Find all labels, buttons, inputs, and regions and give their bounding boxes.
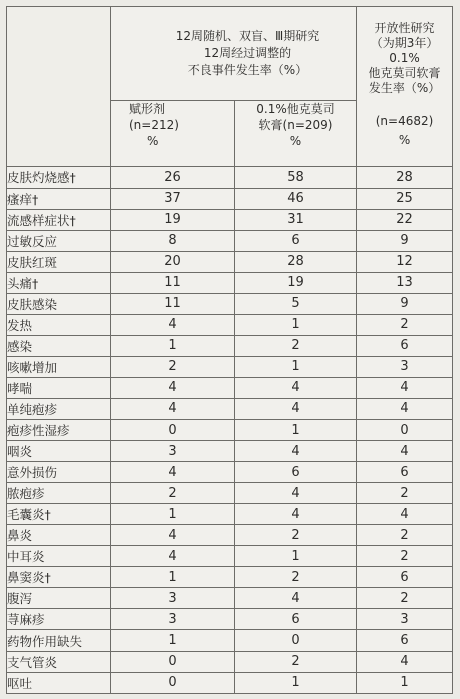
- adverse-event-name: 呕吐: [7, 672, 111, 693]
- adverse-event-name: 瘙痒†: [7, 188, 111, 209]
- vehicle-value: 4: [111, 398, 235, 419]
- table-row: [7, 462, 453, 483]
- table-row: [7, 651, 453, 672]
- tacrolimus-value: 2: [235, 651, 357, 672]
- adverse-event-name: 鼻窦炎†: [7, 567, 111, 588]
- open-study-value: 9: [357, 230, 453, 251]
- adverse-event-name: 疱疹性湿疹: [7, 420, 111, 441]
- open-study-value: 3: [357, 356, 453, 377]
- tacrolimus-value: 58: [235, 167, 357, 188]
- table-row: [7, 567, 453, 588]
- tacrolimus-value: 6: [235, 462, 357, 483]
- open-study-value: 6: [357, 567, 453, 588]
- table-row: [7, 398, 453, 419]
- vehicle-value: 11: [111, 272, 235, 293]
- adverse-event-name: 咳嗽增加: [7, 356, 111, 377]
- vehicle-value: 1: [111, 630, 235, 651]
- open-study-value: 12: [357, 251, 453, 272]
- col1-label: 赋形剂: [129, 102, 166, 117]
- table-row: [7, 230, 453, 251]
- tacrolimus-value: 4: [235, 398, 357, 419]
- vehicle-value: 4: [111, 314, 235, 335]
- tacrolimus-value: 2: [235, 335, 357, 356]
- open-study-value: 25: [357, 188, 453, 209]
- open-title-line-1: 开放性研究: [374, 21, 435, 36]
- table-row: [7, 420, 453, 441]
- vehicle-value: 19: [111, 209, 235, 230]
- tacrolimus-value: 1: [235, 314, 357, 335]
- open-study-value: 4: [357, 377, 453, 398]
- open-study-value: 22: [357, 209, 453, 230]
- vehicle-value: 2: [111, 483, 235, 504]
- adverse-event-name: 皮肤灼烧感†: [7, 167, 111, 188]
- vehicle-value: 0: [111, 672, 235, 693]
- tacrolimus-value: 1: [235, 356, 357, 377]
- tacrolimus-value: 4: [235, 588, 357, 609]
- tacrolimus-value: 5: [235, 293, 357, 314]
- open-study-value: 6: [357, 630, 453, 651]
- tacrolimus-value: 4: [235, 504, 357, 525]
- table-row: [7, 356, 453, 377]
- study-title-line-2: 12周经过调整的: [203, 46, 292, 61]
- vehicle-value: 4: [111, 462, 235, 483]
- corner-cell: [7, 7, 111, 167]
- table-row: [7, 630, 453, 651]
- table-row: [7, 188, 453, 209]
- open-study-value: 13: [357, 272, 453, 293]
- col1-pct: %: [147, 134, 159, 149]
- open-study-value: 0: [357, 420, 453, 441]
- col3-pct: %: [398, 133, 411, 148]
- open-study-value: 2: [357, 588, 453, 609]
- tacrolimus-value: 4: [235, 441, 357, 462]
- table-row: [7, 251, 453, 272]
- adverse-event-name: 意外损伤: [7, 462, 111, 483]
- vehicle-value: 4: [111, 546, 235, 567]
- tacrolimus-value: 46: [235, 188, 357, 209]
- open-study-value: 6: [357, 462, 453, 483]
- open-study-value: 6: [357, 335, 453, 356]
- tacrolimus-header: [235, 101, 357, 167]
- adverse-event-name: 中耳炎: [7, 546, 111, 567]
- open-study-value: 2: [357, 483, 453, 504]
- vehicle-value: 20: [111, 251, 235, 272]
- open-study-value: 4: [357, 651, 453, 672]
- tacrolimus-value: 31: [235, 209, 357, 230]
- tacrolimus-value: 6: [235, 230, 357, 251]
- adverse-event-name: 腹泻: [7, 588, 111, 609]
- vehicle-value: 8: [111, 230, 235, 251]
- vehicle-value: 4: [111, 377, 235, 398]
- tacrolimus-value: 2: [235, 567, 357, 588]
- vehicle-value: 0: [111, 420, 235, 441]
- tacrolimus-value: 28: [235, 251, 357, 272]
- open-study-value: 4: [357, 441, 453, 462]
- table-row: [7, 483, 453, 504]
- table-row: [7, 546, 453, 567]
- adverse-event-name: 单纯疱疹: [7, 398, 111, 419]
- adverse-event-name: 药物作用缺失: [7, 630, 111, 651]
- table-row: [7, 272, 453, 293]
- adverse-event-name: 头痛†: [7, 272, 111, 293]
- table-row: [7, 335, 453, 356]
- open-study-value: 4: [357, 398, 453, 419]
- open-title-line-4: 他克莫司软膏: [368, 66, 441, 81]
- open-study-value: 1: [357, 672, 453, 693]
- tacrolimus-value: 1: [235, 672, 357, 693]
- open-study-value: 2: [357, 314, 453, 335]
- table-row: [7, 314, 453, 335]
- tacrolimus-value: 1: [235, 420, 357, 441]
- adverse-event-name: 毛囊炎†: [7, 504, 111, 525]
- study-title-line-3: 不良事件发生率（%）: [187, 63, 308, 78]
- table-row: [7, 672, 453, 693]
- open-title-line-3: 0.1%: [389, 51, 420, 66]
- vehicle-value: 4: [111, 525, 235, 546]
- vehicle-value: 1: [111, 504, 235, 525]
- vehicle-header: [111, 101, 235, 167]
- table-row: [7, 377, 453, 398]
- adverse-event-name: 咽炎: [7, 441, 111, 462]
- tacrolimus-value: 4: [235, 377, 357, 398]
- adverse-event-name: 皮肤感染: [7, 293, 111, 314]
- vehicle-value: 2: [111, 356, 235, 377]
- tacrolimus-value: 6: [235, 609, 357, 630]
- adverse-event-name: 流感样症状†: [7, 209, 111, 230]
- col2-n: 软膏(n=209): [258, 118, 333, 133]
- vehicle-value: 11: [111, 293, 235, 314]
- col2-pct: %: [289, 134, 302, 149]
- open-study-value: 9: [357, 293, 453, 314]
- vehicle-value: 1: [111, 567, 235, 588]
- vehicle-value: 3: [111, 441, 235, 462]
- col2-label: 0.1%他克莫司: [256, 102, 335, 117]
- table-row: [7, 504, 453, 525]
- vehicle-value: 3: [111, 588, 235, 609]
- open-study-header: [357, 7, 453, 167]
- open-study-value: 28: [357, 167, 453, 188]
- adverse-event-name: 哮喘: [7, 377, 111, 398]
- open-study-value: 2: [357, 546, 453, 567]
- vehicle-value: 1: [111, 335, 235, 356]
- table-row: [7, 167, 453, 188]
- col3-n: (n=4682): [375, 114, 434, 129]
- table-row: [7, 609, 453, 630]
- table-row: [7, 525, 453, 546]
- open-study-value: 2: [357, 525, 453, 546]
- adverse-event-name: 发热: [7, 314, 111, 335]
- tacrolimus-value: 1: [235, 546, 357, 567]
- tacrolimus-value: 0: [235, 630, 357, 651]
- table-row: [7, 209, 453, 230]
- table-row: [7, 588, 453, 609]
- adverse-events-document: [6, 6, 452, 694]
- adverse-event-name: 感染: [7, 335, 111, 356]
- adverse-event-name: 荨麻疹: [7, 609, 111, 630]
- vehicle-value: 37: [111, 188, 235, 209]
- vehicle-value: 26: [111, 167, 235, 188]
- study-title-line-1: 12周随机、双盲、Ⅲ期研究: [175, 29, 320, 44]
- table-row: [7, 293, 453, 314]
- open-title-line-2: （为期3年）: [370, 36, 439, 51]
- col1-n: (n=212): [129, 118, 179, 133]
- header-row: [7, 7, 453, 101]
- table-row: [7, 441, 453, 462]
- open-study-value: 4: [357, 504, 453, 525]
- vehicle-value: 0: [111, 651, 235, 672]
- adverse-event-name: 支气管炎: [7, 651, 111, 672]
- vehicle-value: 3: [111, 609, 235, 630]
- adverse-event-name: 脓疱疹: [7, 483, 111, 504]
- tacrolimus-value: 2: [235, 525, 357, 546]
- tacrolimus-value: 4: [235, 483, 357, 504]
- adverse-event-name: 过敏反应: [7, 230, 111, 251]
- study-title-cell: [111, 7, 357, 101]
- open-title-line-5: 发生率（%）: [368, 81, 441, 96]
- tacrolimus-value: 19: [235, 272, 357, 293]
- adverse-events-table: [6, 6, 453, 694]
- open-study-value: 3: [357, 609, 453, 630]
- adverse-event-name: 皮肤红斑: [7, 251, 111, 272]
- adverse-event-name: 鼻炎: [7, 525, 111, 546]
